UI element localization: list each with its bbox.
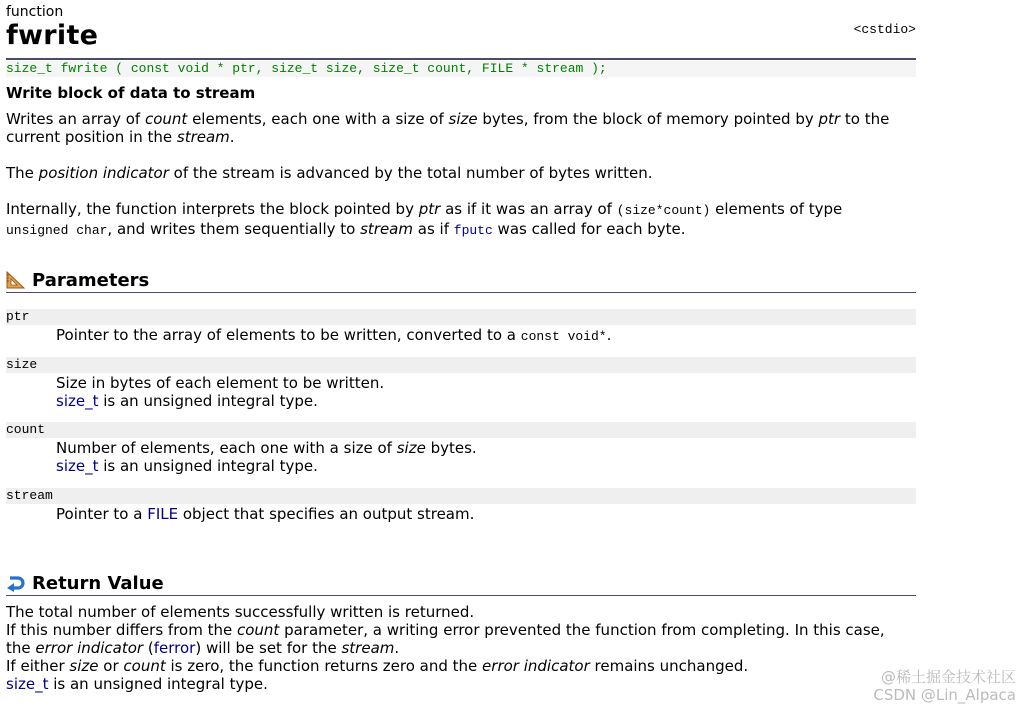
param-desc-size: Size in bytes of each element to be written. size_t is an unsigned integral type.: [56, 374, 385, 410]
param-name-size: size: [6, 357, 916, 373]
ferror-link[interactable]: ferror: [153, 639, 196, 657]
size_t-link[interactable]: size_t: [6, 675, 49, 693]
function-prototype: [6, 61, 916, 77]
entity-kind: function: [6, 4, 64, 20]
title-divider: [6, 58, 916, 60]
return-arrow-icon: [6, 574, 25, 592]
param-desc-stream: Pointer to a FILE object that specifies an output stream.: [56, 505, 475, 523]
ruler-triangle-icon: [6, 271, 25, 289]
prototype-params: ( const void * ptr, size_t size, size_t count, FILE * stream );: [115, 61, 607, 76]
param-name-stream: stream: [6, 488, 916, 504]
description-paragraph-3: Internally, the function interprets the block pointed by ptr as if it was an array of (size*count) elements of type unsigned char, and writes them sequentially to stream as if fputc was called for each byte.: [6, 200, 843, 238]
return-value-section-header: [6, 573, 916, 596]
parameters-section-header: [6, 270, 916, 293]
page-title: fwrite: [6, 20, 99, 51]
parameters-title: Parameters: [32, 270, 150, 291]
description-paragraph-1: Writes an array of count elements, each one with a size of size bytes, from the block of memory pointed by ptr to the current position in the stream.: [6, 110, 890, 146]
watermark: @稀土掘金技术社区 CSDN @Lin_Alpaca: [873, 668, 1016, 704]
size_t-link[interactable]: size_t: [56, 392, 99, 410]
fputc-link[interactable]: fputc: [453, 223, 493, 238]
function-summary: Write block of data to stream: [6, 84, 256, 102]
param-name-ptr: ptr: [6, 309, 916, 325]
param-name-count: count: [6, 422, 916, 438]
header-file-link[interactable]: <cstdio>: [853, 22, 916, 37]
description-paragraph-2: The position indicator of the stream is advanced by the total number of bytes written.: [6, 164, 653, 182]
prototype-return-type: size_t: [6, 61, 53, 76]
param-desc-ptr: Pointer to the array of elements to be written, converted to a const void*.: [56, 326, 612, 344]
return-value-title: Return Value: [32, 573, 164, 594]
prototype-function-name: fwrite: [60, 61, 108, 76]
return-value-text: The total number of elements successfully written is returned. If this number differs from the count parameter, a writing error prevented the function from completing. In this case, the error indicator (ferror) will be set for the stream. If either size or count is zero, the function returns zero and the error indicator remains unchanged. size_t is an unsigned integral type.: [6, 603, 885, 693]
FILE-link[interactable]: FILE: [147, 505, 179, 523]
param-desc-count: Number of elements, each one with a size of size bytes. size_t is an unsigned integral type.: [56, 439, 477, 475]
size_t-link[interactable]: size_t: [56, 457, 99, 475]
